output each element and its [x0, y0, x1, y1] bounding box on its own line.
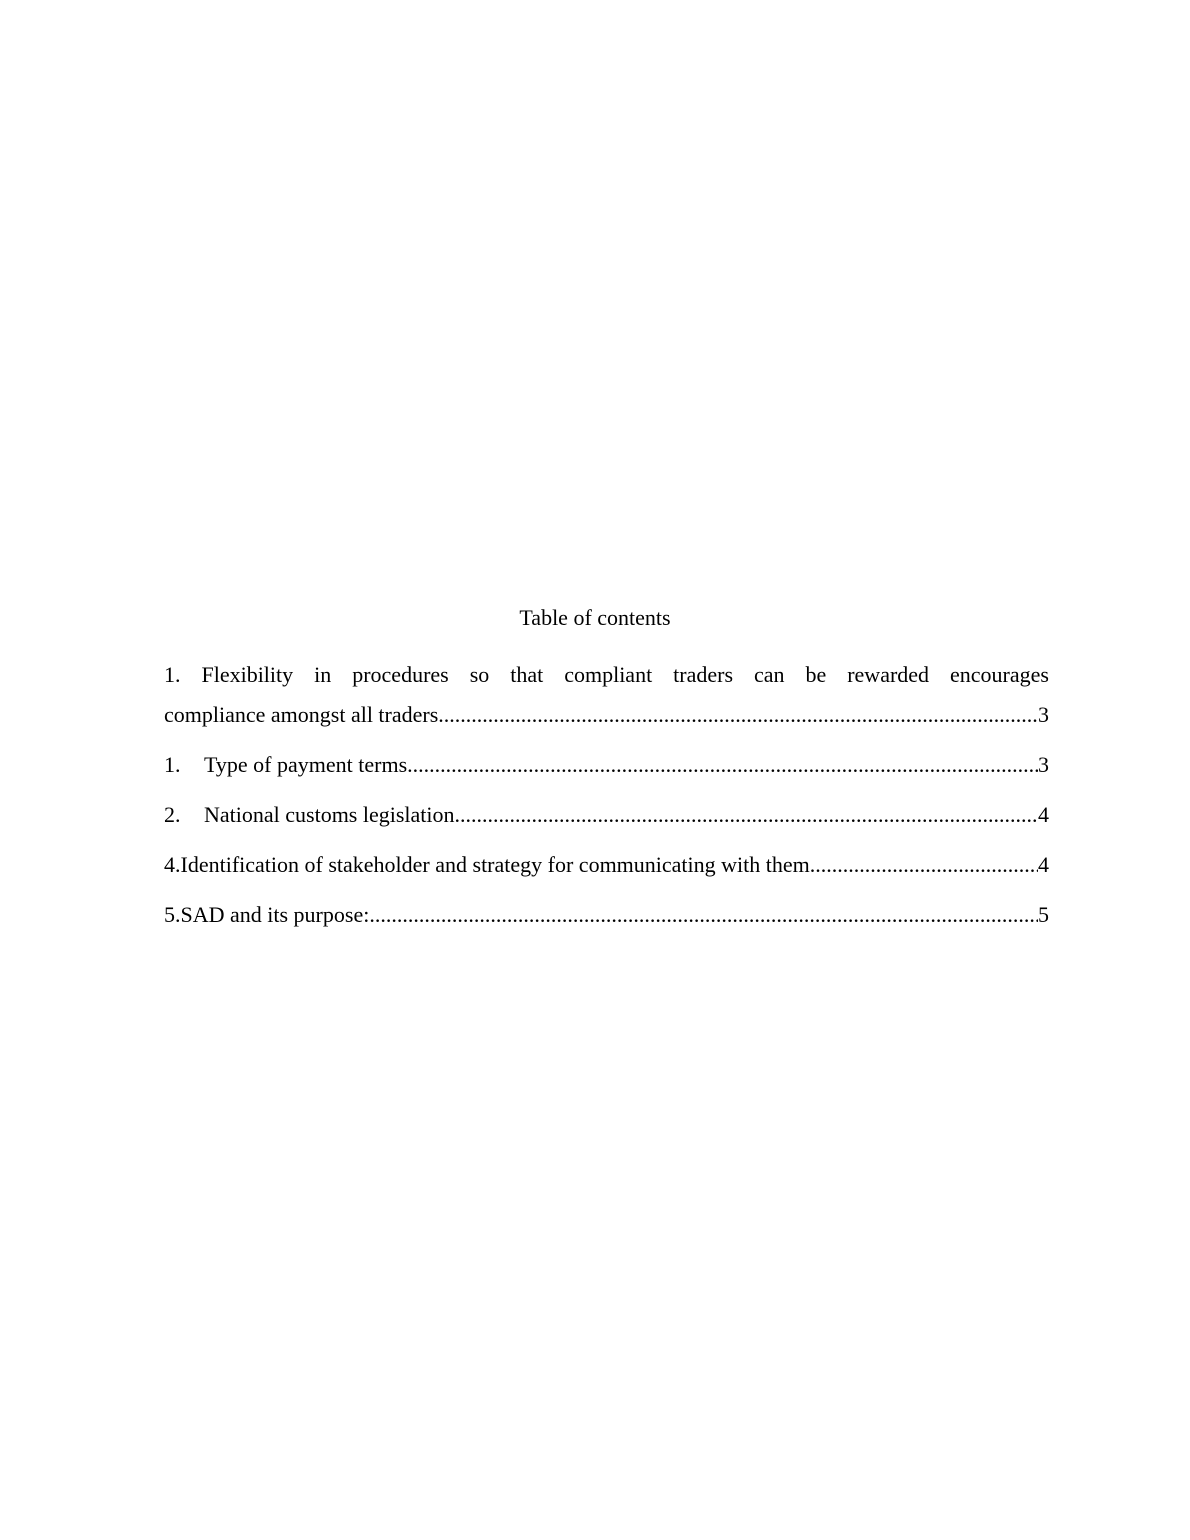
dot-leader [455, 790, 1038, 840]
toc-page-number: 4 [1038, 852, 1049, 877]
toc-word: traders [673, 662, 734, 687]
toc-word: so [469, 662, 490, 687]
toc-entry-number: 1. [164, 752, 181, 777]
table-of-contents [164, 655, 1049, 940]
toc-word: that [510, 662, 544, 687]
toc-entry-text: compliance amongst all traders [164, 702, 439, 727]
toc-entry-row [164, 840, 1049, 890]
toc-word: can [753, 662, 785, 687]
toc-page-number: 3 [1038, 702, 1049, 727]
toc-word: encourages [950, 662, 1049, 687]
dot-leader [810, 840, 1038, 890]
toc-entry-text: Type of payment terms [204, 752, 408, 777]
toc-entry-text: Identification of stakeholder and strategy for communicating with them [180, 852, 810, 877]
toc-entry-number: 1. [164, 662, 181, 687]
toc-title: Table of contents [519, 605, 671, 630]
dot-leader [369, 890, 1038, 940]
toc-entry-customs-legislation[interactable] [164, 790, 1049, 840]
toc-entry-sad-purpose[interactable] [164, 890, 1049, 940]
toc-word: rewarded [847, 662, 930, 687]
toc-page-number: 5 [1038, 902, 1049, 927]
toc-entry-number: 4. [164, 852, 181, 877]
toc-word: in [314, 662, 332, 687]
toc-word: procedures [352, 662, 449, 687]
toc-entry-payment-terms[interactable] [164, 740, 1049, 790]
toc-entry-number: 5. [164, 902, 181, 927]
toc-entry-stakeholder[interactable] [164, 840, 1049, 890]
toc-entry-text: SAD and its purpose: [180, 902, 370, 927]
toc-word: be [805, 662, 827, 687]
dot-leader [438, 695, 1038, 735]
toc-entry-row [164, 740, 1049, 790]
toc-page-number: 4 [1038, 802, 1049, 827]
toc-entry-flexibility[interactable] [164, 655, 1049, 735]
dot-leader [407, 740, 1038, 790]
toc-entry-row [164, 790, 1049, 840]
toc-entry-number: 2. [164, 802, 181, 827]
toc-entry-text: National customs legislation [204, 802, 455, 827]
toc-word: compliant [564, 662, 653, 687]
toc-page-number: 3 [1038, 752, 1049, 777]
toc-entry-line-2 [164, 695, 1049, 735]
toc-word: Flexibility [201, 662, 294, 687]
toc-entry-row [164, 890, 1049, 940]
toc-entry-line-1 [164, 655, 1049, 695]
